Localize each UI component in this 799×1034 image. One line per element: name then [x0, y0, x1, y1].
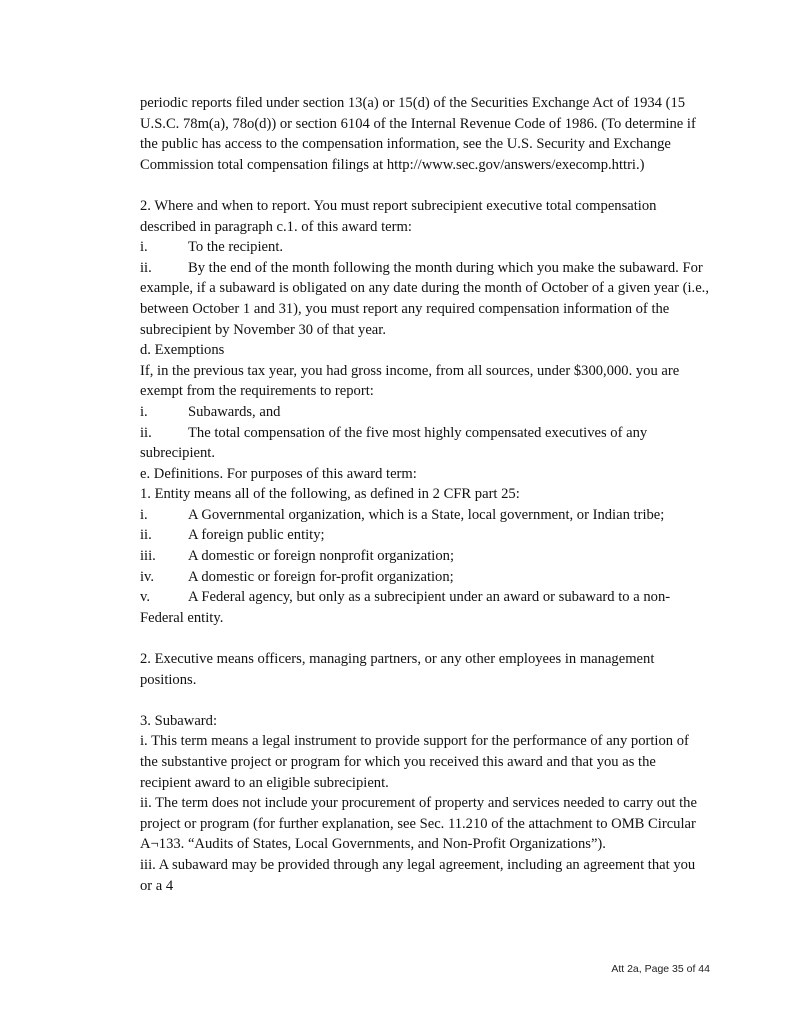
item-number: iv.	[140, 568, 155, 585]
exemptions-paragraph: If, in the previous tax year, you had gross income, from all sources, under $300,000. you are exempt from the requirements to report:	[140, 362, 680, 400]
subaward-item-1: i. This term means a legal instrument to provide support for the performance of any portion of the substantive project or program for which you received this award and that you as the recipient award to an eligible subrecipient.	[140, 733, 689, 791]
intro-paragraph: periodic reports filed under section 13(a) or 15(d) of the Securities Exchange Act of 1934 (15 U.S.C. 78m(a), 78o(d)) or section 6104 of the Internal Revenue Code of 1986. (To determine if the public has access to the compensation information, see the U.S. Security and Exchange Commission total compensation filings at http://www.sec.gov/answers/execomp.httri.)	[140, 95, 696, 173]
item-number: iii.	[140, 548, 156, 565]
item-number: ii.	[140, 259, 152, 276]
item-number: v.	[140, 589, 150, 606]
where-when-heading: 2. Where and when to report. You must report subrecipient executive total compensation described in paragraph c.1. of this award term:	[140, 197, 657, 235]
item-text: The total compensation of the five most highly compensated executives of any subrecipient.	[140, 424, 648, 462]
where-item-2	[140, 258, 710, 340]
entity-heading: 1. Entity means all of the following, as defined in 2 CFR part 25:	[140, 486, 520, 503]
subaward-heading: 3. Subaward:	[140, 712, 218, 729]
exemption-item-2	[140, 423, 710, 464]
item-text: A Governmental organization, which is a State, local government, or Indian tribe;	[188, 506, 665, 523]
entity-item-2	[140, 525, 710, 546]
entity-item-4	[140, 567, 710, 588]
paragraph-gap	[140, 628, 710, 649]
item-text: A domestic or foreign for-profit organization;	[188, 568, 454, 585]
item-number: ii.	[140, 527, 152, 544]
exemptions-heading: d. Exemptions	[140, 342, 225, 359]
item-text: A domestic or foreign nonprofit organization;	[188, 548, 455, 565]
executive-paragraph: 2. Executive means officers, managing partners, or any other employees in management positions.	[140, 651, 655, 688]
item-text: Subawards, and	[188, 403, 281, 420]
entity-item-3	[140, 546, 710, 567]
paragraph-gap	[140, 690, 710, 711]
item-number: i.	[140, 239, 148, 256]
item-number: i.	[140, 403, 148, 420]
item-text: A foreign public entity;	[188, 527, 325, 544]
entity-item-5	[140, 587, 710, 628]
item-number: i.	[140, 506, 148, 523]
item-text: By the end of the month following the month during which you make the subaward. For example, if a subaward is obligated on any date during the month of October of a given year (i.e., between October 1 and 31), you must report any required compensation information of the subrecipient by November 30 of that year.	[140, 259, 709, 338]
where-item-1	[140, 237, 710, 258]
paragraph-gap	[140, 175, 710, 196]
definitions-heading: e. Definitions. For purposes of this award term:	[140, 465, 417, 482]
subaward-item-2: ii. The term does not include your procurement of property and services needed to carry out the project or program (for further explanation, see Sec. 11.210 of the attachment to OMB Circular A¬133. “Audits of States, Local Governments, and Non-Profit Organizations”).	[140, 795, 697, 853]
item-text: A Federal agency, but only as a subrecipient under an award or subaward to a non-Federal entity.	[140, 589, 671, 626]
item-number: ii.	[140, 424, 152, 441]
page-footer: Att 2a, Page 35 of 44	[611, 963, 710, 975]
subaward-item-3: iii. A subaward may be provided through any legal agreement, including an agreement that you or a 4	[140, 856, 696, 894]
entity-item-1	[140, 505, 710, 526]
exemption-item-1	[140, 402, 710, 423]
item-text: To the recipient.	[188, 239, 284, 256]
document-body	[140, 93, 710, 896]
